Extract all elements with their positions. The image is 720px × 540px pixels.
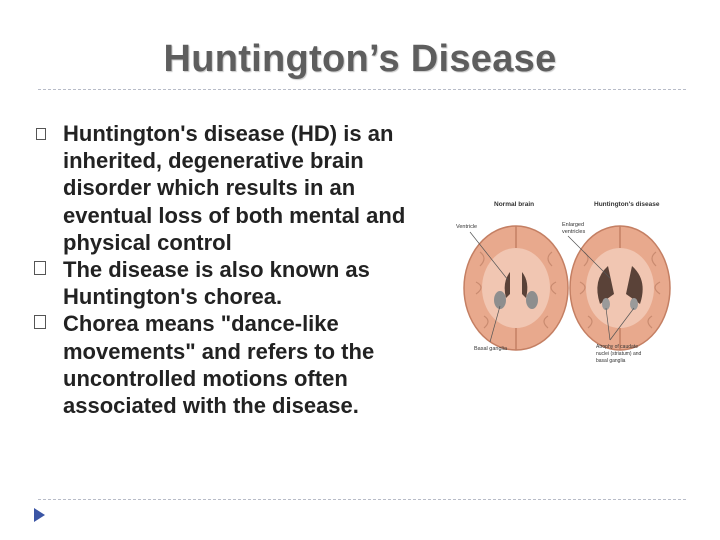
next-slide-arrow-icon[interactable] (34, 508, 45, 522)
bullet-list (34, 120, 424, 419)
slide-title: Huntington’s Disease (163, 38, 557, 80)
ventricle-label: Ventricle (456, 224, 478, 230)
bullet-item (34, 120, 424, 256)
basal-ganglia-label: Basal ganglia (474, 346, 508, 352)
footer-divider (38, 499, 686, 500)
title-divider (38, 89, 686, 90)
atrophy-label: Atrophy of caudate (596, 344, 638, 350)
enlarged-ventricles-label: Enlarged (562, 222, 585, 228)
bullet-item (34, 310, 424, 419)
brain-illustration (450, 192, 672, 400)
atrophy-label: nuclei (striatum) and (596, 351, 642, 357)
bullet-text: Huntington's disease (HD) is an inherited, degenerative brain disorder which results in an eventual loss of both mental and physical control (63, 121, 406, 255)
atrophy-label: basal ganglia (596, 358, 626, 364)
hd-brain-label: Huntington's disease (594, 201, 660, 208)
brain-comparison-figure (450, 192, 672, 400)
enlarged-ventricles-label: ventricles (562, 229, 586, 235)
hd-brain-diagram (570, 226, 670, 350)
normal-brain-label: Normal brain (494, 201, 535, 208)
checkbox-square-icon (34, 261, 46, 275)
checkbox-square-icon (34, 315, 46, 329)
bullet-text: Chorea means "dance-like movements" and refers to the uncontrolled motions often associated with the disease. (63, 311, 375, 419)
bullet-item (34, 256, 424, 310)
bullet-text: The disease is also known as Huntington's chorea. (63, 257, 370, 310)
checkbox-square-icon (36, 128, 46, 140)
